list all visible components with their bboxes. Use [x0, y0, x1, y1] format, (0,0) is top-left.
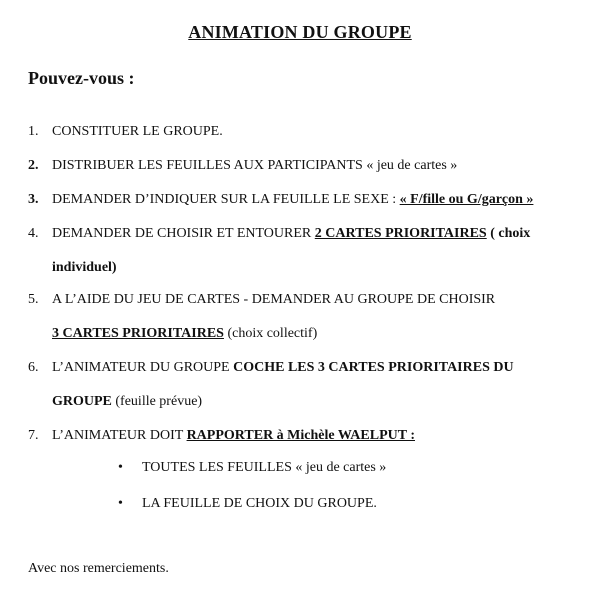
item-emphasis: « F/fille ou G/garçon »	[399, 192, 534, 207]
item-emphasis: RAPPORTER à Michèle WAELPUT :	[186, 428, 415, 443]
item-number: 6.	[28, 360, 39, 375]
list-item-4-continuation: individuel)	[52, 260, 117, 275]
item-text: CONSTITUER LE GROUPE.	[52, 124, 223, 139]
list-item-3	[28, 192, 533, 208]
list-item-2	[28, 158, 457, 174]
item-number: 5.	[28, 292, 39, 307]
item-number: 3.	[28, 192, 39, 207]
bullet-text: LA FEUILLE DE CHOIX DU GROUPE.	[142, 496, 377, 511]
item-text: (choix collectif)	[223, 326, 318, 341]
item-text-bold: GROUPE	[52, 394, 112, 409]
list-item-7	[28, 428, 415, 444]
item-number: 4.	[28, 226, 39, 241]
item-text: L’ANIMATEUR DU GROUPE	[52, 360, 234, 375]
bullet-icon: •	[118, 460, 123, 475]
item-number: 1.	[28, 124, 39, 139]
item-text: DEMANDER DE CHOISIR ET ENTOURER	[52, 226, 315, 241]
item-text-bold: ( choix	[486, 226, 531, 241]
page-title: ANIMATION DU GROUPE	[188, 22, 412, 42]
item-text: (feuille prévue)	[111, 394, 203, 409]
item-number: 7.	[28, 428, 39, 443]
bullet-icon: •	[118, 496, 123, 511]
list-item-5-continuation	[52, 326, 317, 342]
list-item-6-continuation	[52, 394, 202, 410]
bullet-item-2	[118, 496, 377, 512]
closing-text: Avec nos remerciements.	[28, 561, 169, 576]
item-text: DISTRIBUER LES FEUILLES AUX PARTICIPANTS « jeu de cartes »	[52, 158, 458, 173]
item-emphasis: 3 CARTES PRIORITAIRES	[52, 326, 224, 341]
item-text-bold: COCHE LES 3 CARTES PRIORITAIRES DU	[233, 360, 514, 375]
list-item-1	[28, 124, 223, 140]
item-text: DEMANDER D’INDIQUER SUR LA FEUILLE LE SEXE :	[52, 192, 400, 207]
item-text: L’ANIMATEUR DOIT	[52, 428, 187, 443]
bullet-text: TOUTES LES FEUILLES « jeu de cartes »	[142, 460, 387, 475]
list-item-6	[28, 360, 514, 376]
list-item-5	[28, 292, 495, 308]
item-number: 2.	[28, 158, 39, 173]
item-emphasis: 2 CARTES PRIORITAIRES	[314, 226, 487, 241]
item-text: A L’AIDE DU JEU DE CARTES - DEMANDER AU GROUPE DE CHOISIR	[52, 292, 496, 307]
bullet-item-1	[118, 460, 386, 476]
page-subtitle: Pouvez-vous :	[28, 68, 135, 88]
list-item-4	[28, 226, 530, 242]
